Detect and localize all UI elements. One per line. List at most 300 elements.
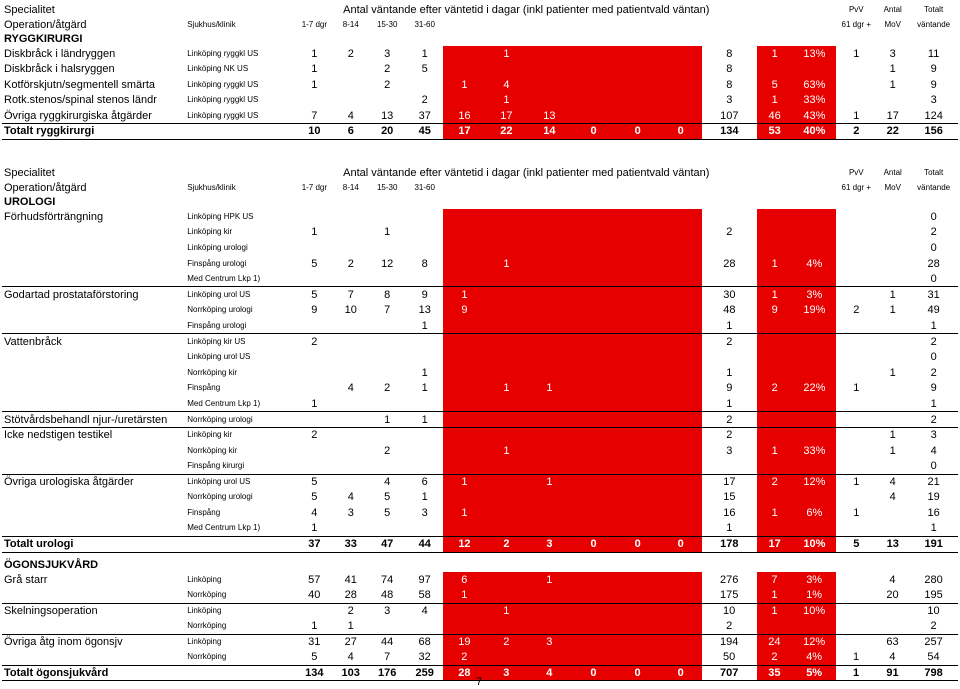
- value-cell: 1: [485, 93, 527, 109]
- value-cell: [443, 381, 485, 397]
- value-cell: [660, 240, 702, 256]
- value-cell: [836, 77, 876, 93]
- value-cell: [527, 588, 571, 604]
- value-cell: [792, 209, 836, 225]
- value-cell: [368, 271, 406, 287]
- column-header: Summa: [702, 17, 757, 32]
- section-title: UROLOGI: [4, 196, 56, 208]
- value-cell: [876, 93, 909, 109]
- value-cell: 1: [421, 366, 428, 379]
- total-value: 5: [836, 536, 876, 552]
- value-cell: [660, 209, 702, 225]
- column-header: 366-730: [616, 180, 660, 195]
- pvv-label: PvV: [836, 165, 876, 180]
- value-cell: [616, 225, 660, 241]
- value-cell: [485, 505, 527, 521]
- value-cell: 2: [702, 427, 757, 443]
- value-cell: 1: [311, 78, 318, 91]
- value-cell: 1: [311, 47, 318, 60]
- value-cell: [616, 349, 660, 365]
- value-cell: [443, 443, 485, 459]
- antal-label: Antal: [876, 2, 909, 17]
- operation-name: Icke nedstigen testikel: [2, 427, 185, 443]
- value-cell: [836, 287, 876, 303]
- total-row: [2, 124, 958, 140]
- value-cell: [485, 318, 527, 334]
- value-cell: [660, 334, 702, 350]
- value-cell: [757, 240, 792, 256]
- antal-label: Antal: [876, 165, 909, 180]
- value-cell: [368, 365, 406, 381]
- value-cell: 31: [296, 634, 334, 650]
- total-value: 103: [333, 665, 368, 681]
- value-cell: 1: [757, 256, 792, 272]
- value-cell: [527, 427, 571, 443]
- value-cell: [571, 303, 615, 319]
- value-cell: [443, 318, 485, 334]
- value-cell: 17: [485, 108, 527, 124]
- clinic-name: Med Centrum Lkp 1): [187, 523, 261, 533]
- clinic-name: Linköping NK US: [187, 64, 249, 74]
- value-cell: 44: [368, 634, 406, 650]
- value-cell: 1: [347, 620, 354, 632]
- operation-name: Skelningsoperation: [2, 603, 185, 619]
- value-cell: [660, 225, 702, 241]
- value-cell: 63%: [792, 77, 836, 93]
- value-cell: [443, 209, 485, 225]
- value-cell: [836, 396, 876, 412]
- value-cell: [616, 209, 660, 225]
- table-title: Antal väntande efter väntetid i dagar (inkl patienter med patientvald väntan): [296, 165, 757, 180]
- value-cell: 1: [368, 412, 406, 428]
- value-cell: 2: [930, 620, 937, 632]
- total-value: 2: [485, 536, 527, 552]
- value-cell: [757, 334, 792, 350]
- value-cell: [616, 77, 660, 93]
- value-cell: 16: [723, 507, 736, 520]
- value-cell: 8: [726, 63, 733, 76]
- value-cell: 1: [311, 397, 318, 410]
- value-cell: [527, 209, 571, 225]
- value-cell: [876, 381, 909, 397]
- total-value: 0: [616, 665, 660, 681]
- value-cell: 1: [757, 443, 792, 459]
- value-cell: 2: [930, 226, 937, 239]
- value-cell: 2: [347, 47, 354, 60]
- operation-name: Förhudsförträngning: [4, 210, 104, 223]
- total-value: 33: [333, 536, 368, 552]
- value-cell: 50: [723, 651, 736, 663]
- value-cell: 1: [311, 63, 318, 76]
- value-cell: [571, 588, 615, 604]
- value-cell: 257: [909, 634, 958, 650]
- value-cell: [616, 396, 660, 412]
- value-cell: [660, 650, 702, 666]
- value-cell: 1: [889, 78, 896, 91]
- value-cell: 3: [384, 47, 391, 60]
- value-cell: 57: [308, 573, 321, 586]
- value-cell: 13: [418, 304, 431, 317]
- value-cell: 2: [384, 63, 391, 76]
- value-cell: 1: [853, 47, 860, 60]
- column-header: 61 dgr +: [836, 17, 876, 32]
- total-label: Totalt ögonsjukvård: [2, 665, 296, 681]
- value-cell: [443, 349, 485, 365]
- value-cell: [792, 619, 836, 635]
- value-cell: 1: [421, 319, 428, 332]
- value-cell: [571, 521, 615, 537]
- value-cell: [660, 572, 702, 588]
- value-cell: [527, 240, 571, 256]
- operation-name: [2, 588, 185, 604]
- value-cell: [660, 381, 702, 397]
- value-cell: [616, 572, 660, 588]
- value-cell: [571, 334, 615, 350]
- specialitet-label: Specialitet: [2, 165, 185, 180]
- value-cell: [485, 474, 527, 490]
- value-cell: [876, 209, 909, 225]
- operation-name: Vattenbråck: [2, 334, 185, 350]
- value-cell: [616, 474, 660, 490]
- clinic-name: Finspång: [187, 383, 221, 393]
- header-row-1: [2, 2, 958, 17]
- value-cell: 4: [311, 507, 318, 520]
- value-cell: 10: [344, 304, 357, 317]
- value-cell: 3: [726, 444, 733, 457]
- total-value: 191: [909, 536, 958, 552]
- value-cell: 21: [909, 474, 958, 490]
- value-cell: [836, 490, 876, 506]
- value-cell: 10: [909, 603, 958, 619]
- value-cell: 8: [421, 257, 428, 270]
- total-value: 134: [296, 665, 334, 681]
- value-cell: 5: [311, 257, 318, 270]
- value-cell: 1%: [792, 588, 836, 604]
- value-cell: [660, 271, 702, 287]
- value-cell: 28: [344, 589, 357, 601]
- value-cell: [368, 619, 406, 635]
- value-cell: [333, 334, 368, 350]
- total-value: 14: [527, 124, 571, 140]
- column-header: 731 +: [660, 17, 702, 32]
- value-cell: [333, 62, 368, 78]
- value-cell: [876, 240, 909, 256]
- value-cell: 1: [485, 443, 527, 459]
- value-cell: 4: [876, 474, 909, 490]
- total-value: 20: [368, 124, 406, 140]
- clinic-name: Finspång urologi: [187, 320, 247, 330]
- value-cell: [616, 521, 660, 537]
- value-cell: [757, 318, 792, 334]
- value-cell: 3: [347, 507, 354, 520]
- table-row: [2, 521, 958, 537]
- clinic-name: Linköping ryggkl US: [187, 110, 259, 120]
- table-row: [2, 588, 958, 604]
- value-cell: [660, 634, 702, 650]
- value-cell: [485, 287, 527, 303]
- value-cell: [757, 365, 792, 381]
- value-cell: [571, 77, 615, 93]
- value-cell: [333, 521, 368, 537]
- value-cell: 1: [876, 287, 909, 303]
- value-cell: [333, 318, 368, 334]
- value-cell: [333, 225, 368, 241]
- value-cell: 20: [886, 589, 899, 601]
- value-cell: [527, 318, 571, 334]
- value-cell: [296, 412, 334, 428]
- value-cell: [406, 459, 444, 475]
- value-cell: [443, 46, 485, 62]
- value-cell: 43%: [792, 108, 836, 124]
- operation-name: [2, 490, 185, 506]
- value-cell: [757, 619, 792, 635]
- value-cell: 1: [421, 47, 428, 60]
- value-cell: [527, 521, 571, 537]
- value-cell: [333, 412, 368, 428]
- value-cell: 9: [757, 303, 792, 319]
- table-row: [2, 650, 958, 666]
- value-cell: 1: [726, 522, 733, 535]
- value-cell: 97: [418, 573, 431, 586]
- value-cell: [571, 396, 615, 412]
- value-cell: [660, 318, 702, 334]
- value-cell: 13: [381, 109, 394, 122]
- column-header: 181-365: [571, 17, 615, 32]
- total-value: 0: [616, 124, 660, 140]
- value-cell: [616, 619, 660, 635]
- value-cell: [836, 349, 876, 365]
- value-cell: [368, 396, 406, 412]
- value-cell: [571, 287, 615, 303]
- value-cell: [527, 334, 571, 350]
- value-cell: [660, 459, 702, 475]
- value-cell: 3: [726, 94, 733, 107]
- value-cell: 24: [757, 634, 792, 650]
- operation-name: [2, 619, 185, 635]
- value-cell: 28: [723, 257, 736, 270]
- column-header: 366-730: [616, 17, 660, 32]
- value-cell: 5: [384, 507, 391, 520]
- value-cell: [660, 108, 702, 124]
- clinic-name: Linköping kir: [185, 427, 295, 443]
- clinic-name: Finspång: [187, 508, 221, 518]
- operation-name: [2, 256, 185, 272]
- value-cell: 1: [889, 63, 896, 76]
- value-cell: 19: [443, 634, 485, 650]
- value-cell: [368, 459, 406, 475]
- value-cell: [527, 271, 571, 287]
- table-row: [2, 459, 958, 475]
- total-value: 134: [702, 124, 757, 140]
- operation-name: [2, 225, 185, 241]
- value-cell: 1: [757, 505, 792, 521]
- value-cell: [368, 240, 406, 256]
- value-cell: 2: [384, 382, 391, 395]
- table-row: [2, 287, 958, 303]
- value-cell: 46: [757, 108, 792, 124]
- value-cell: [527, 77, 571, 93]
- value-cell: [527, 412, 571, 428]
- value-cell: [702, 209, 757, 225]
- value-cell: 1: [443, 474, 485, 490]
- value-cell: 1: [527, 474, 571, 490]
- value-cell: [527, 256, 571, 272]
- value-cell: 2: [485, 634, 527, 650]
- total-value: 12: [443, 536, 485, 552]
- value-cell: [616, 318, 660, 334]
- operation-name: Övriga åtg inom ögonsjv: [2, 634, 185, 650]
- value-cell: 7: [757, 572, 792, 588]
- total-value: 0: [660, 124, 702, 140]
- value-cell: [757, 349, 792, 365]
- value-cell: [660, 412, 702, 428]
- value-cell: 0: [930, 272, 937, 285]
- vantande61-label: Väntande 61 dgr +: [757, 165, 836, 180]
- value-cell: [485, 396, 527, 412]
- klinik-label: Sjukhus/klinik: [185, 180, 295, 195]
- value-cell: [333, 365, 368, 381]
- value-cell: [296, 603, 334, 619]
- value-cell: 40: [308, 589, 321, 601]
- clinic-name: Linköping: [187, 574, 222, 584]
- value-cell: 49: [927, 304, 940, 317]
- value-cell: [616, 427, 660, 443]
- value-cell: [616, 505, 660, 521]
- value-cell: 27: [333, 634, 368, 650]
- value-cell: [792, 271, 836, 287]
- value-cell: [333, 443, 368, 459]
- value-cell: 2: [347, 257, 354, 270]
- value-cell: [702, 271, 757, 287]
- value-cell: 19: [927, 491, 940, 504]
- table-row: [2, 256, 958, 272]
- value-cell: [571, 318, 615, 334]
- operation-name: [2, 365, 185, 381]
- value-cell: 1: [485, 381, 527, 397]
- table-row: [2, 46, 958, 62]
- value-cell: [792, 62, 836, 78]
- value-cell: [296, 240, 334, 256]
- value-cell: [792, 365, 836, 381]
- value-cell: 2: [757, 381, 792, 397]
- value-cell: 3: [909, 427, 958, 443]
- value-cell: [571, 46, 615, 62]
- value-cell: 6%: [792, 505, 836, 521]
- value-cell: [571, 62, 615, 78]
- value-cell: 17: [886, 109, 899, 122]
- value-cell: 7: [384, 304, 391, 317]
- value-cell: 74: [381, 573, 394, 586]
- value-cell: [443, 459, 485, 475]
- value-cell: [836, 318, 876, 334]
- value-cell: [616, 490, 660, 506]
- value-cell: 54: [927, 651, 940, 663]
- value-cell: [616, 412, 660, 428]
- totalt-label: Totalt: [909, 165, 958, 180]
- value-cell: [571, 650, 615, 666]
- total-value: 10%: [792, 536, 836, 552]
- value-cell: [876, 396, 909, 412]
- value-cell: [571, 271, 615, 287]
- value-cell: 4: [406, 603, 444, 619]
- value-cell: [836, 240, 876, 256]
- value-cell: 2: [726, 620, 733, 632]
- value-cell: [571, 349, 615, 365]
- clinic-name: Norrköping urologi: [187, 305, 253, 315]
- column-header: 121-180: [527, 17, 571, 32]
- value-cell: 16: [443, 108, 485, 124]
- value-cell: [368, 318, 406, 334]
- value-cell: 3%: [792, 287, 836, 303]
- value-cell: 7: [384, 651, 391, 663]
- value-cell: 6: [406, 474, 444, 490]
- value-cell: [485, 490, 527, 506]
- value-cell: [485, 349, 527, 365]
- value-cell: [406, 240, 444, 256]
- value-cell: [443, 619, 485, 635]
- clinic-name: Linköping HPK US: [187, 211, 254, 221]
- value-cell: 0: [930, 210, 937, 223]
- value-cell: [485, 62, 527, 78]
- value-cell: [757, 459, 792, 475]
- value-cell: [296, 349, 334, 365]
- value-cell: 3: [527, 634, 571, 650]
- value-cell: [333, 427, 368, 443]
- clinic-name: Norrköping: [187, 590, 227, 599]
- value-cell: [836, 634, 876, 650]
- value-cell: [616, 603, 660, 619]
- value-cell: 2: [909, 412, 958, 428]
- value-cell: 1: [421, 382, 428, 395]
- value-cell: [836, 603, 876, 619]
- value-cell: [527, 303, 571, 319]
- value-cell: 1: [311, 226, 318, 239]
- value-cell: 1: [311, 620, 318, 632]
- value-cell: 1: [853, 507, 860, 520]
- clinic-name: Linköping kir US: [185, 334, 295, 350]
- operation-name: Övriga ryggkirurgiska åtgärder: [4, 109, 152, 122]
- value-cell: 1: [757, 287, 792, 303]
- value-cell: [571, 427, 615, 443]
- value-cell: 1: [757, 588, 792, 604]
- column-header: väntande: [909, 17, 958, 32]
- total-value: 28: [443, 665, 485, 681]
- operation-name: Kotförskjutn/segmentell smärta: [4, 78, 156, 91]
- value-cell: [616, 271, 660, 287]
- value-cell: [485, 459, 527, 475]
- header-row-1: [2, 165, 958, 180]
- value-cell: 5: [296, 287, 334, 303]
- value-cell: 37: [418, 109, 431, 122]
- value-cell: 11: [927, 47, 940, 60]
- total-value: 0: [616, 536, 660, 552]
- value-cell: 280: [924, 573, 943, 586]
- total-value: 0: [571, 665, 615, 681]
- value-cell: [660, 603, 702, 619]
- value-cell: 10%: [792, 603, 836, 619]
- value-cell: [571, 474, 615, 490]
- clinic-name: Med Centrum Lkp 1): [187, 273, 261, 283]
- value-cell: [792, 225, 836, 241]
- total-value: 35: [757, 665, 792, 681]
- value-cell: 175: [720, 589, 739, 601]
- clinic-name: Med Centrum Lkp 1): [187, 398, 261, 408]
- value-cell: 276: [720, 573, 739, 586]
- value-cell: [616, 287, 660, 303]
- value-cell: 1: [485, 603, 527, 619]
- table-row: [2, 381, 958, 397]
- value-cell: [368, 209, 406, 225]
